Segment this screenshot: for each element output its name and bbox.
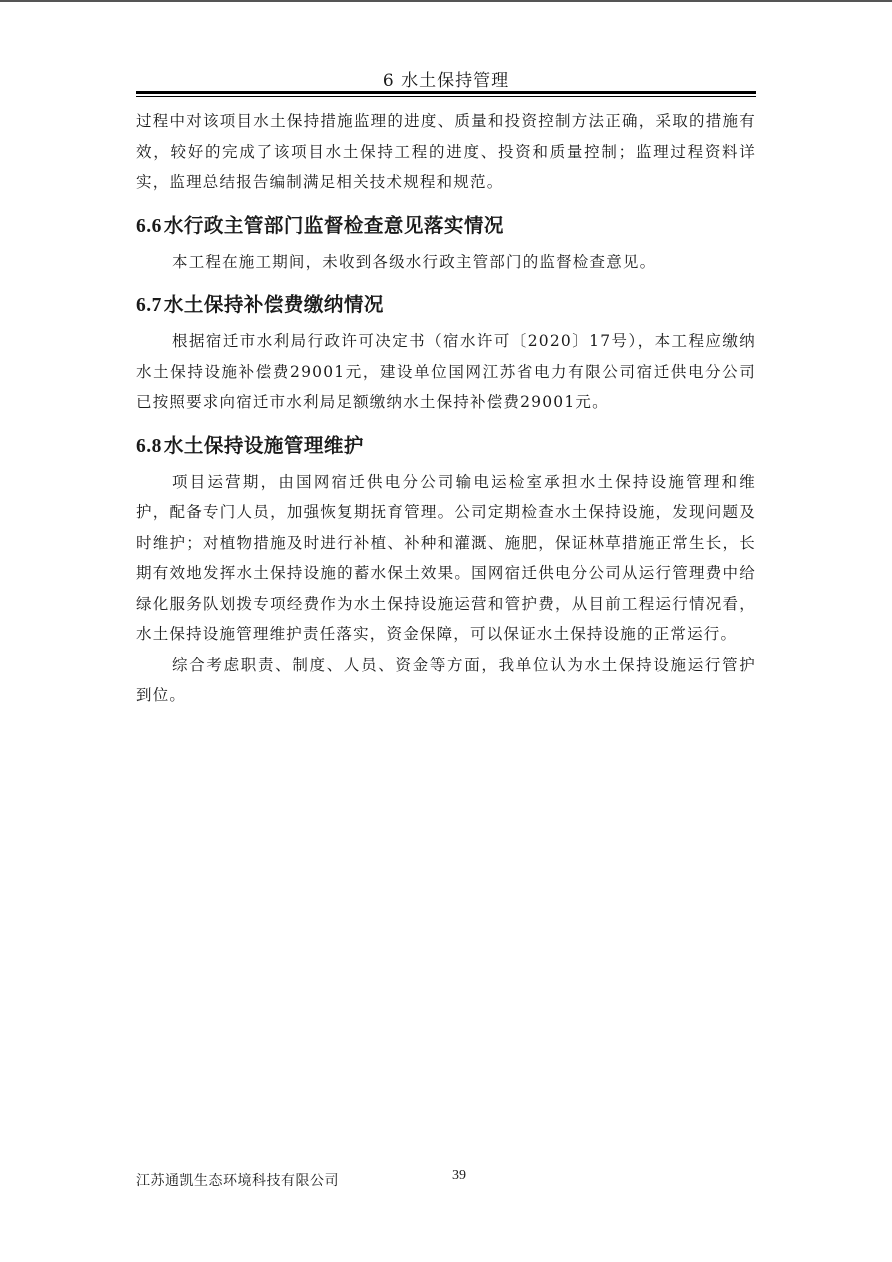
section-title: 水土保持补偿费缴纳情况 bbox=[163, 293, 384, 316]
section-6-7-paragraph: 根据宿迁市水利局行政许可决定书（宿水许可〔2020〕17号），本工程应缴纳水土保持设施补偿费29001元，建设单位国网江苏省电力有限公司宿迁供电分公司已按照要求向宿迁市水利局足额缴纳水土保持补偿费29001元。 bbox=[136, 332, 756, 411]
intro-paragraph: 过程中对该项目水土保持措施监理的进度、质量和投资控制方法正确，采取的措施有效，较好的完成了该项目水土保持工程的进度、投资和质量控制；监理过程资料详实，监理总结报告编制满足相关技术规程和规范。 bbox=[136, 112, 756, 191]
section-title: 水土保持设施管理维护 bbox=[163, 433, 364, 457]
footer-company-name: 江苏通凯生态环境科技有限公司 bbox=[136, 1173, 339, 1189]
section-heading-6-8 bbox=[136, 432, 756, 461]
header-rule-thin bbox=[136, 96, 756, 97]
page-number: 39 bbox=[452, 1168, 466, 1183]
section-number: 6.6 bbox=[136, 215, 162, 237]
section-number: 6.8 bbox=[136, 435, 162, 457]
running-header-title: 6 水土保持管理 bbox=[382, 71, 510, 91]
page-content bbox=[136, 106, 756, 711]
section-6-8-paragraph-2: 综合考虑职责、制度、人员、资金等方面，我单位认为水土保持设施运行管护到位。 bbox=[136, 655, 756, 704]
section-6-8-paragraph-1: 项目运营期，由国网宿迁供电分公司输电运检室承担水土保持设施管理和维护，配备专门人员，加强恢复期抚育管理。公司定期检查水土保持设施，发现问题及时维护；对植物措施及时进行补植、补种和灌溉、施肥，保证林草措施正常生长，长期有效地发挥水土保持设施的蓄水保土效果。国网宿迁供电分公司从运行管理费中给绿化服务队划拨专项经费作为水土保持设施运营和管护费，从目前工程运行情况看，水土保持设施管理维护责任落实，资金保障，可以保证水土保持设施的正常运行。 bbox=[136, 472, 756, 643]
section-number: 6.7 bbox=[136, 295, 162, 316]
section-6-6-paragraph: 本工程在施工期间，未收到各级水行政主管部门的监督检查意见。 bbox=[172, 252, 657, 271]
header-rule-thick bbox=[136, 91, 756, 94]
section-heading-6-7 bbox=[136, 291, 756, 320]
section-heading-6-6 bbox=[136, 212, 756, 241]
page-top-edge bbox=[0, 0, 892, 2]
section-title: 水行政主管部门监督检查意见落实情况 bbox=[163, 213, 504, 237]
